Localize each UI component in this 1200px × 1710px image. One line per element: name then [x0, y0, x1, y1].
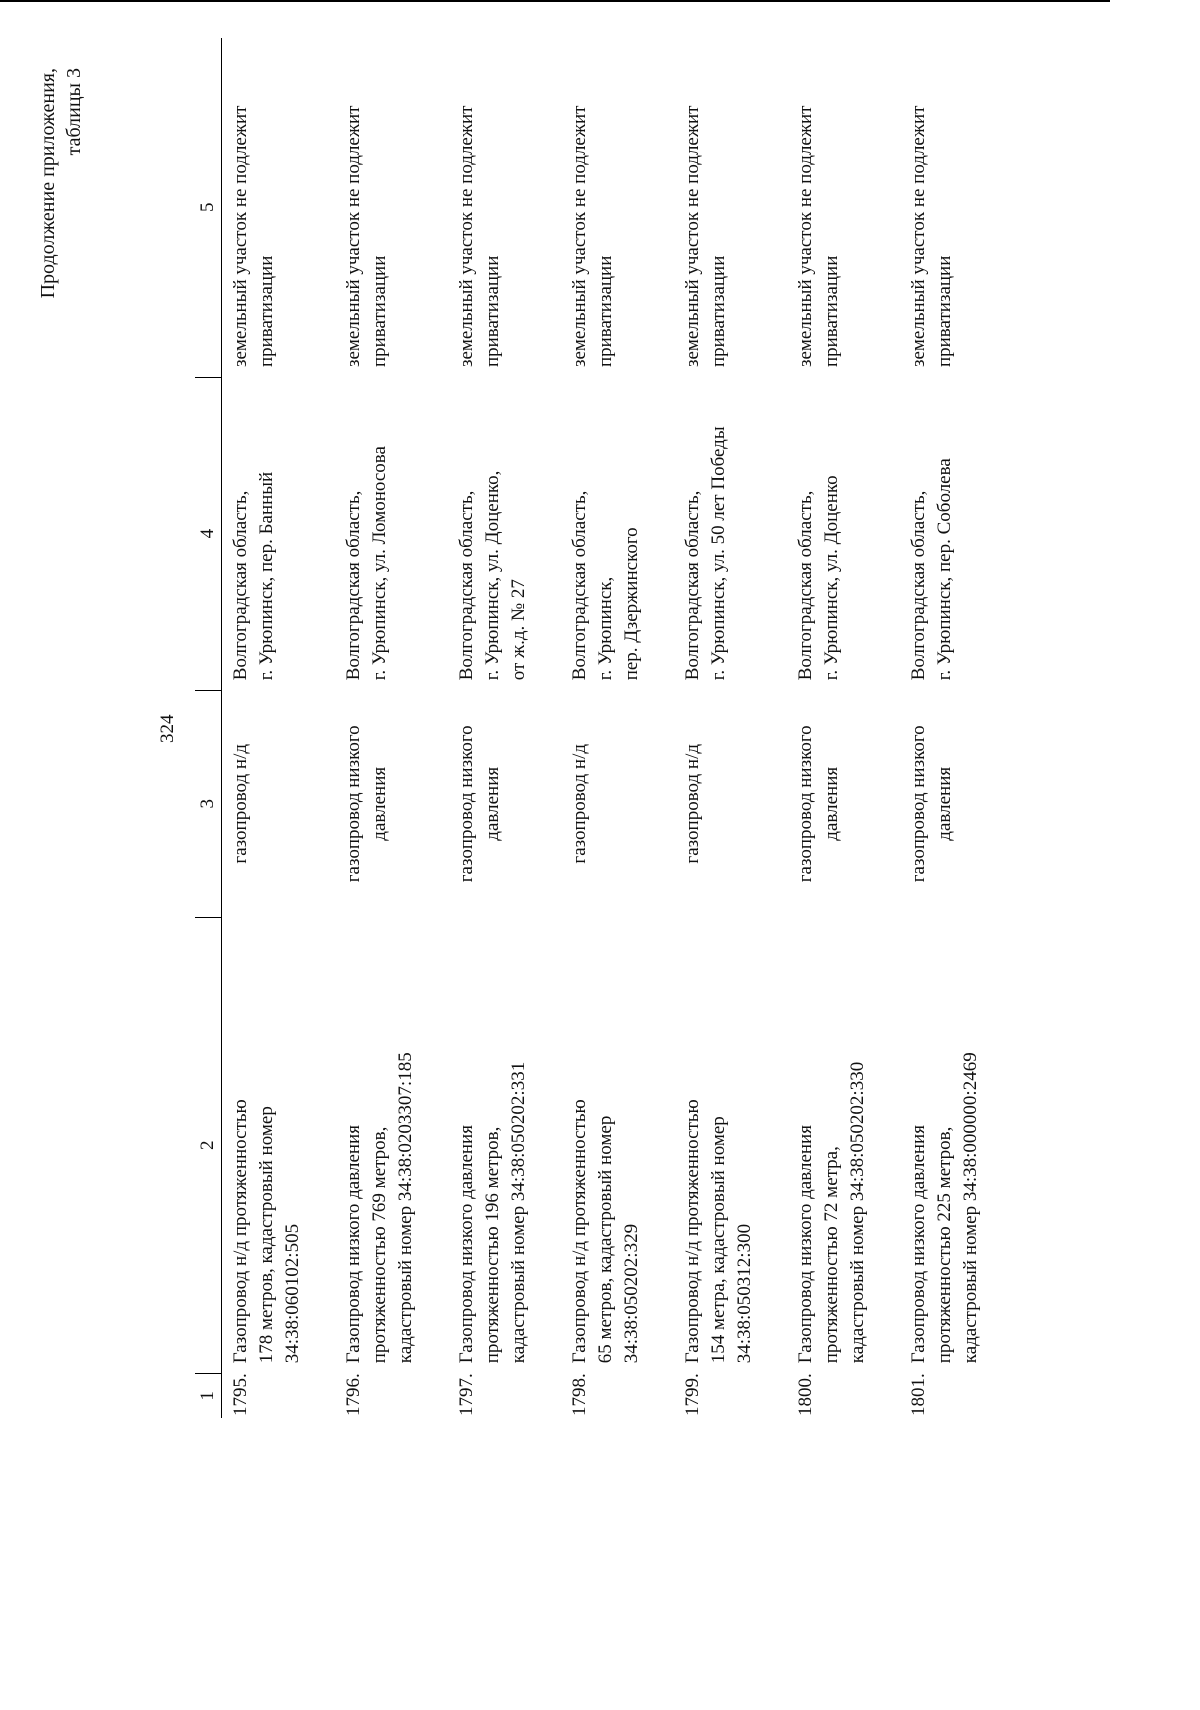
- object-description: [793, 917, 906, 1373]
- object-description: [680, 917, 793, 1373]
- privatization-note-line: приватизации: [821, 255, 842, 368]
- row-number: 1797.: [456, 1373, 477, 1416]
- object-address-line: Волгоградская область,: [456, 490, 477, 681]
- table-row: [222, 38, 342, 1418]
- privatization-note-line: приватизации: [482, 255, 503, 368]
- privatization-note-line: приватизации: [934, 255, 955, 368]
- object-address: [454, 377, 567, 690]
- continuation-header-line1: Продолжение приложения,: [37, 68, 59, 299]
- object-address-line: г. Урюпинск, пер. Соболева: [934, 458, 955, 681]
- object-type-line: газопровод низкого: [456, 725, 477, 883]
- object-description: [454, 917, 567, 1373]
- object-address: [680, 377, 793, 690]
- object-description-line: протяженностью 196 метров,: [482, 1126, 503, 1364]
- column-header-row: [195, 38, 222, 1418]
- object-description-line: Газопровод н/д протяженностью: [230, 1099, 251, 1364]
- privatization-note-line: земельный участок не подлежит: [569, 105, 590, 368]
- object-address-line: Волгоградская область,: [682, 490, 703, 681]
- top-scan-border: [0, 0, 1110, 2]
- object-type-line: газопровод низкого: [795, 725, 816, 883]
- object-address-line: Волгоградская область,: [795, 490, 816, 681]
- object-type: [906, 690, 1019, 917]
- table-row: [906, 38, 1019, 1418]
- column-header-5: 5: [195, 38, 222, 377]
- object-address-line: г. Урюпинск, пер. Банный: [256, 471, 277, 681]
- privatization-note: [906, 38, 1019, 377]
- object-address-line: от ж.д. № 27: [508, 579, 529, 681]
- column-header-4: 4: [195, 377, 222, 690]
- object-description-line: 154 метра, кадастровый номер: [708, 1116, 729, 1364]
- privatization-note: [567, 38, 680, 377]
- privatization-note-line: приватизации: [256, 255, 277, 368]
- rotated-page: [37, 38, 1200, 1418]
- object-address-line: г. Урюпинск,: [595, 576, 616, 681]
- object-description: [341, 917, 454, 1373]
- data-table: [195, 38, 1019, 1418]
- object-address-line: Волгоградская область,: [230, 490, 251, 681]
- object-type: [341, 690, 454, 917]
- privatization-note: [793, 38, 906, 377]
- object-description-line: протяженностью 72 метра,: [821, 1146, 842, 1364]
- object-type-line: газопровод н/д: [230, 743, 251, 864]
- privatization-note: [341, 38, 454, 377]
- object-description-line: кадастровый номер 34:38:000000:2469: [960, 1052, 981, 1364]
- object-address: [222, 377, 342, 690]
- object-description-line: протяженностью 225 метров,: [934, 1126, 955, 1364]
- object-address: [793, 377, 906, 690]
- privatization-note: [222, 38, 342, 377]
- object-type-line: давления: [821, 766, 842, 841]
- column-header-1: 1: [195, 1373, 222, 1418]
- privatization-note-line: приватизации: [708, 255, 729, 368]
- continuation-header: [35, 68, 87, 298]
- object-description-line: Газопровод низкого давления: [343, 1125, 364, 1364]
- row-number: 1800.: [795, 1373, 816, 1416]
- object-description-line: Газопровод н/д протяженностью: [682, 1099, 703, 1364]
- object-type-line: давления: [482, 766, 503, 841]
- object-type: [567, 690, 680, 917]
- object-description: [567, 917, 680, 1373]
- column-header-3: 3: [195, 690, 222, 917]
- object-type: [680, 690, 793, 917]
- row-number: 1799.: [682, 1373, 703, 1416]
- object-type-line: давления: [934, 766, 955, 841]
- object-type: [222, 690, 342, 917]
- object-description-line: кадастровый номер 34:38:050202:331: [508, 1061, 529, 1364]
- row-number: 1798.: [569, 1373, 590, 1416]
- object-type-line: газопровод н/д: [682, 743, 703, 864]
- object-description-line: Газопровод н/д протяженностью: [569, 1099, 590, 1364]
- object-type-line: давления: [369, 766, 390, 841]
- object-address-line: пер. Дзержинского: [621, 527, 642, 681]
- object-description-line: кадастровый номер 34:38:0203307:185: [395, 1052, 416, 1364]
- row-number: 1801.: [908, 1373, 929, 1416]
- table-row: [680, 38, 793, 1418]
- object-description: [222, 917, 342, 1373]
- object-type-line: газопровод низкого: [908, 725, 929, 883]
- object-description-line: Газопровод низкого давления: [456, 1125, 477, 1364]
- privatization-note-line: приватизации: [369, 255, 390, 368]
- privatization-note: [454, 38, 567, 377]
- object-description-line: кадастровый номер 34:38:050202:330: [847, 1061, 868, 1364]
- page-number: 324: [157, 714, 178, 743]
- table-row: [341, 38, 454, 1418]
- object-address: [567, 377, 680, 690]
- object-type: [793, 690, 906, 917]
- object-description-line: 34:38:060102:505: [282, 1223, 303, 1364]
- table-row: [793, 38, 906, 1418]
- privatization-note-line: земельный участок не подлежит: [343, 105, 364, 368]
- privatization-note-line: земельный участок не подлежит: [230, 105, 251, 368]
- privatization-note-line: земельный участок не подлежит: [908, 105, 929, 368]
- object-description-line: Газопровод низкого давления: [795, 1125, 816, 1364]
- object-type-line: газопровод низкого: [343, 725, 364, 883]
- object-address: [341, 377, 454, 690]
- object-description-line: 65 метров, кадастровый номер: [595, 1115, 616, 1364]
- object-address-line: г. Урюпинск, ул. Доценко: [821, 475, 842, 681]
- object-address-line: г. Урюпинск, ул. 50 лет Победы: [708, 426, 729, 681]
- object-description-line: 34:38:050202:329: [621, 1223, 642, 1364]
- object-address-line: г. Урюпинск, ул. Доценко,: [482, 470, 503, 681]
- object-description: [906, 917, 1019, 1373]
- privatization-note-line: приватизации: [595, 255, 616, 368]
- privatization-note-line: земельный участок не подлежит: [682, 105, 703, 368]
- object-type-line: газопровод н/д: [569, 743, 590, 864]
- object-description-line: 178 метров, кадастровый номер: [256, 1106, 277, 1364]
- object-address: [906, 377, 1019, 690]
- continuation-header-line2: таблицы 3: [63, 68, 85, 156]
- table-row: [454, 38, 567, 1418]
- row-number: 1796.: [343, 1373, 364, 1416]
- object-address-line: Волгоградская область,: [569, 490, 590, 681]
- object-type: [454, 690, 567, 917]
- row-number: 1795.: [230, 1373, 251, 1416]
- object-address-line: Волгоградская область,: [908, 490, 929, 681]
- object-description-line: 34:38:050312:300: [734, 1223, 755, 1364]
- object-description-line: протяженностью 769 метров,: [369, 1126, 390, 1364]
- privatization-note-line: земельный участок не подлежит: [456, 105, 477, 368]
- object-address-line: г. Урюпинск, ул. Ломоносова: [369, 446, 390, 681]
- object-description-line: Газопровод низкого давления: [908, 1125, 929, 1364]
- privatization-note: [680, 38, 793, 377]
- column-header-2: 2: [195, 917, 222, 1373]
- table-row: [567, 38, 680, 1418]
- object-address-line: Волгоградская область,: [343, 490, 364, 681]
- privatization-note-line: земельный участок не подлежит: [795, 105, 816, 368]
